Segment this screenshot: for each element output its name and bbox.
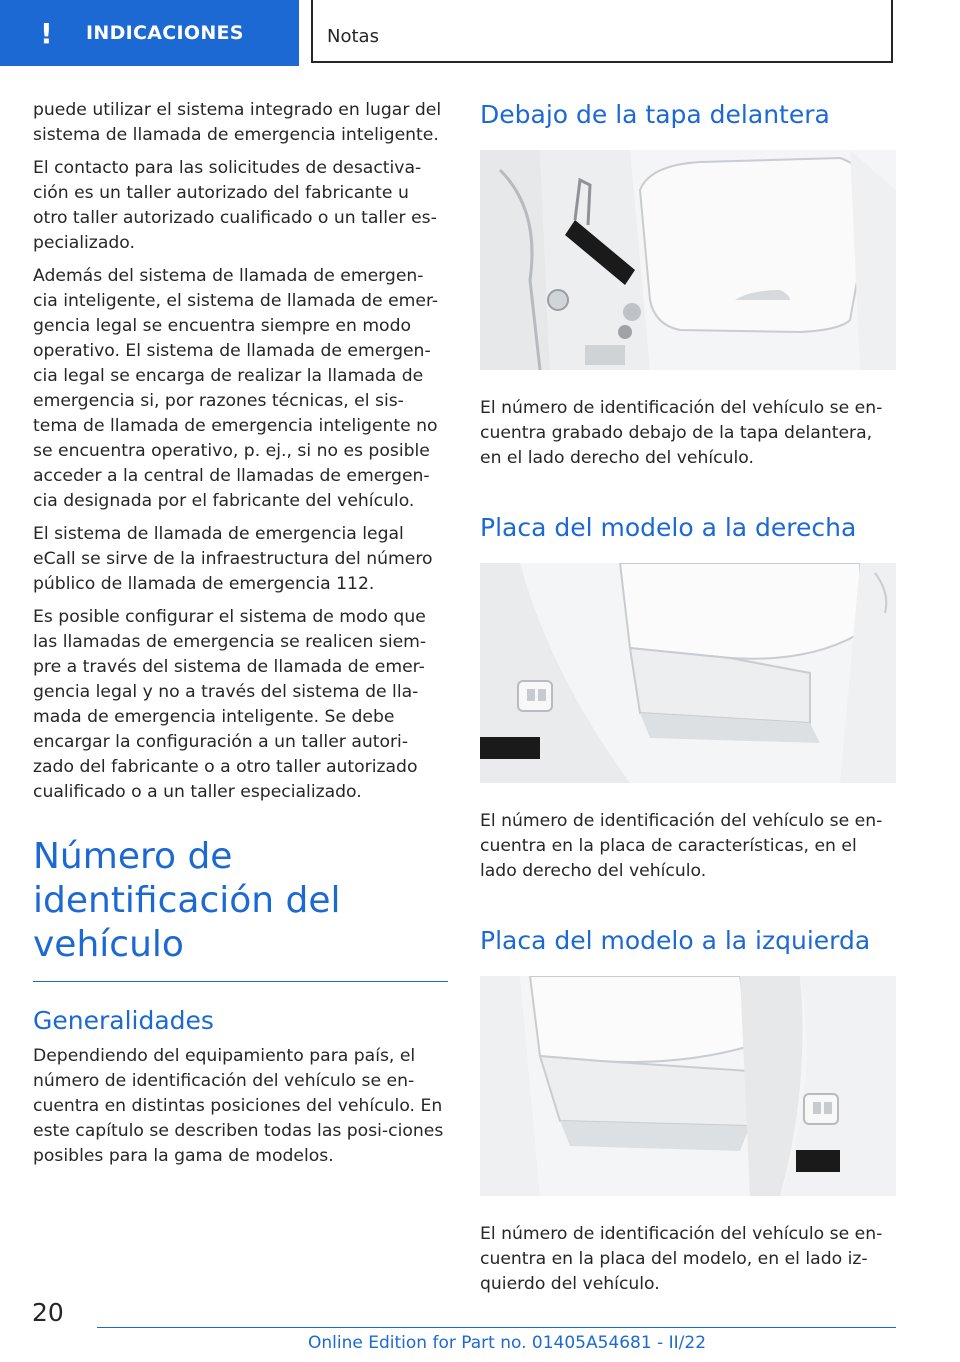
paragraph: Dependiendo del equipamiento para país, el número de identificación del vehículo se en-cuentra en distintas posiciones del vehículo. En este capítulo se describen todas las posi-ciones posibles para la gama de modelos. bbox=[33, 1046, 444, 1166]
right-column bbox=[480, 98, 896, 1297]
section-heading: Placa del modelo a la izquierda bbox=[480, 926, 871, 955]
section-heading: Debajo de la tapa delantera bbox=[480, 100, 830, 129]
right-plate-illustration bbox=[480, 563, 896, 783]
notes-box bbox=[311, 0, 893, 63]
paragraph: El número de identificación del vehículo se en-cuentra grabado debajo de la tapa delantera, en el lado derecho del vehículo. bbox=[480, 398, 883, 468]
paragraph: Además del sistema de llamada de emergen-cia inteligente, el sistema de llamada de emer-gencia legal se encuentra siempre en modo operativo. El sistema de llamada de emergen-cia legal se encarga de realizar la llamada de emergencia si, por razones técnicas, el sis-tema de llamada de emergencia inteligente no se encuentra operativo, p. ej., si no es posible acceder a la central de llamadas de emergen-cia designada por el fabricante del vehículo. bbox=[33, 266, 439, 511]
section-heading: Placa del modelo a la derecha bbox=[480, 513, 857, 542]
left-plate-illustration bbox=[480, 976, 896, 1196]
paragraph: El número de identificación del vehículo se en-cuentra en la placa del modelo, en el lado iz-quierdo del vehículo. bbox=[480, 1224, 883, 1294]
section-heading: Generalidades bbox=[33, 1006, 214, 1035]
page-header bbox=[0, 0, 960, 66]
edition-footer: Online Edition for Part no. 01405A54681 - II/22 bbox=[308, 1333, 707, 1353]
page-number: 20 bbox=[32, 1298, 64, 1327]
paragraph: puede utilizar el sistema integrado en lugar del sistema de llamada de emergencia inteligente. bbox=[33, 100, 442, 145]
notes-label: Notas bbox=[327, 26, 379, 47]
section-tab bbox=[0, 0, 299, 66]
paragraph: Es posible configurar el sistema de modo que las llamadas de emergencia se realicen siem-pre a través del sistema de llamada de emer-gencia legal y no a través del sistema de lla-mada de emergencia inteligente. Se debe encargar la configuración a un taller autori-zado del fabricante o a otro taller autorizado cualificado o a un taller especializado. bbox=[33, 607, 427, 802]
front-lid-illustration bbox=[480, 150, 896, 370]
paragraph: El sistema de llamada de emergencia legal eCall se sirve de la infraestructura del número público de llamada de emergencia 112. bbox=[33, 524, 433, 594]
footer-divider bbox=[97, 1327, 896, 1328]
paragraph: El número de identificación del vehículo se en-cuentra en la placa de características, en el lado derecho del vehículo. bbox=[480, 811, 883, 881]
left-column bbox=[33, 98, 448, 1177]
heading-divider bbox=[33, 981, 448, 982]
paragraph: El contacto para las solicitudes de desactiva-ción es un taller autorizado del fabricante u otro taller autorizado cualificado o un taller es-pecializado. bbox=[33, 158, 437, 253]
section-title: INDICACIONES bbox=[86, 22, 244, 44]
warning-icon: ! bbox=[40, 16, 53, 50]
chapter-heading: Número de identificación del vehículo bbox=[33, 836, 341, 965]
